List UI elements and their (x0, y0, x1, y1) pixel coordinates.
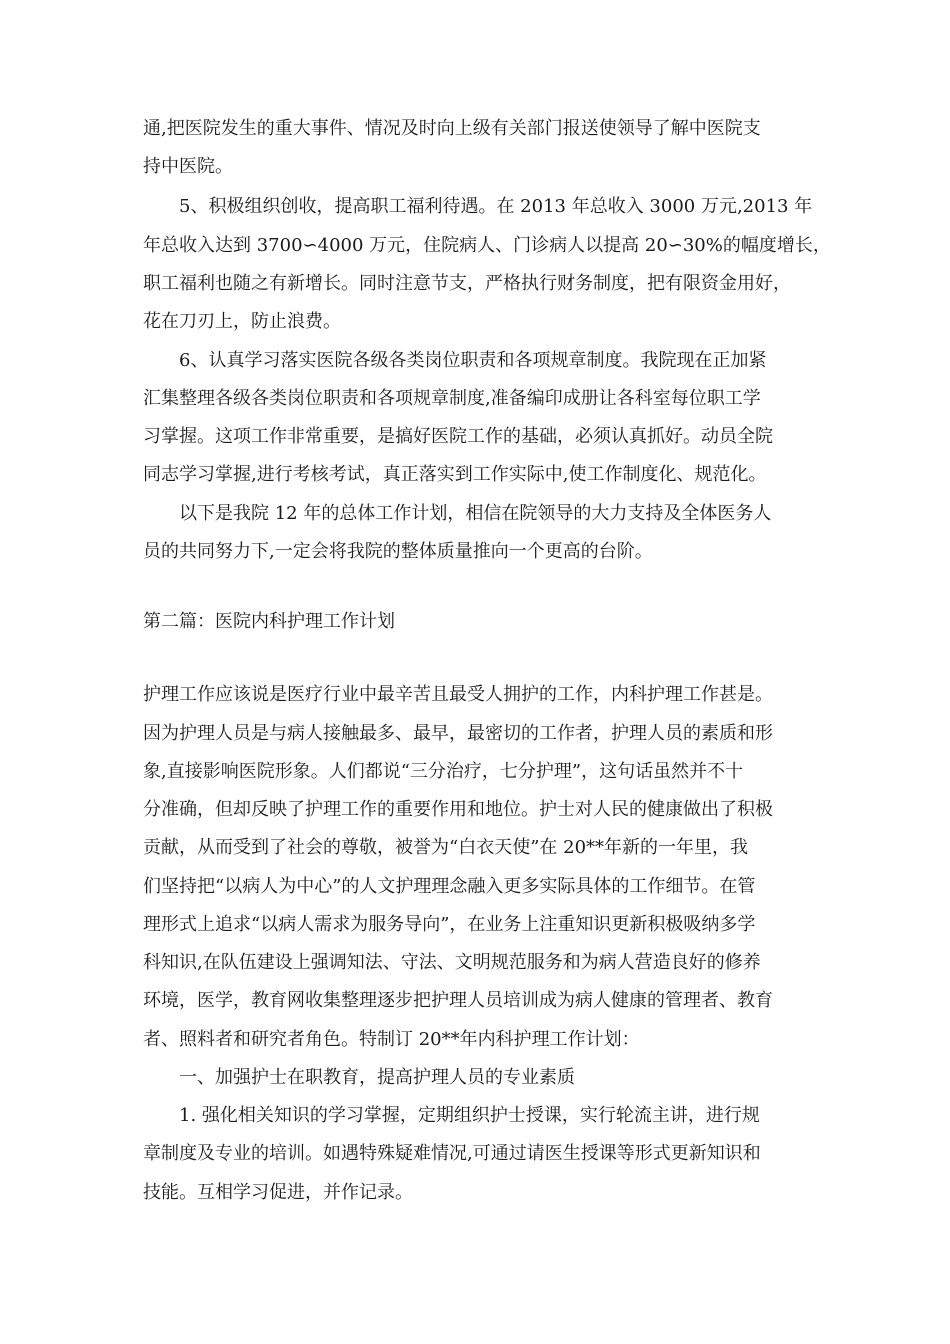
paragraph-line: 因为护理人员是与病人接触最多、最早，最密切的工作者，护理人员的素质和形 (143, 723, 773, 744)
paragraph-line: 习掌握。这项工作非常重要，是搞好医院工作的基础，必须认真抓好。动员全院 (143, 426, 773, 447)
paragraph-line: 贡献，从而受到了社会的尊敬，被誉为“白衣天使”在 20**年新的一年里，我 (143, 837, 749, 858)
paragraph-line: 象,直接影响医院形象。人们都说“三分治疗，七分护理”，这句话虽然并不十 (143, 761, 744, 782)
paragraph-line: 6、认真学习落实医院各级各类岗位职责和各项规章制度。我院现在正加紧 (179, 350, 767, 371)
paragraph-line: 者、照料者和研究者角色。特制订 20**年内科护理工作计划： (143, 1029, 640, 1050)
paragraph-line: 分准确，但却反映了护理工作的重要作用和地位。护士对人民的健康做出了积极 (143, 799, 773, 820)
paragraph-line: 理形式上追求“以病人需求为服务导向”，在业务上注重知识更新积极吸纳多学 (143, 914, 756, 935)
paragraph-line: 花在刀刃上，防止浪费。 (143, 311, 341, 332)
paragraph-line: 员的共同努力下,一定会将我院的整体质量推向一个更高的台阶。 (143, 541, 653, 562)
paragraph-line: 汇集整理各级各类岗位职责和各项规章制度,准备编印成册让各科室每位职工学 (143, 388, 761, 409)
paragraph-line: 技能。互相学习促进，并作记录。 (143, 1182, 413, 1203)
paragraph-line: 们坚持把“以病人为中心”的人文护理理念融入更多实际具体的工作细节。在管 (143, 876, 756, 897)
paragraph-line: 护理工作应该说是医疗行业中最辛苦且最受人拥护的工作，内科护理工作甚是。 (143, 684, 773, 705)
paragraph-line: 以下是我院 12 年的总体工作计划，相信在院领导的大力支持及全体医务人 (179, 503, 772, 524)
paragraph-line: 持中医院。 (143, 156, 233, 177)
paragraph-line: 年总收入达到 3700∽4000 万元，住院病人、门诊病人以提高 20∽30%的幅度增长， (143, 235, 831, 256)
paragraph-line: 1. 强化相关知识的学习掌握，定期组织护士授课，实行轮流主讲，进行规 (179, 1105, 760, 1126)
subsection-heading: 一、加强护士在职教育，提高护理人员的专业素质 (179, 1067, 575, 1088)
paragraph-line: 通,把医院发生的重大事件、情况及时向上级有关部门报送使领导了解中医院支 (143, 118, 761, 139)
paragraph-line: 章制度及专业的培训。如遇特殊疑难情况,可通过请医生授课等形式更新知识和 (143, 1143, 761, 1164)
paragraph-line: 5、积极组织创收，提高职工福利待遇。在 2013 年总收入 3000 万元,2013 年 (179, 196, 813, 217)
section-heading: 第二篇：医院内科护理工作计划 (143, 611, 395, 632)
paragraph-line: 职工福利也随之有新增长。同时注意节支，严格执行财务制度，把有限资金用好， (143, 273, 791, 294)
paragraph-line: 科知识,在队伍建设上强调知法、守法、文明规范服务和为病人营造良好的修养 (143, 952, 761, 973)
paragraph-line: 环境，医学，教育网收集整理逐步把护理人员培训成为病人健康的管理者、教育 (143, 990, 773, 1011)
paragraph-line: 同志学习掌握,进行考核考试，真正落实到工作实际中,使工作制度化、规范化。 (143, 464, 767, 485)
